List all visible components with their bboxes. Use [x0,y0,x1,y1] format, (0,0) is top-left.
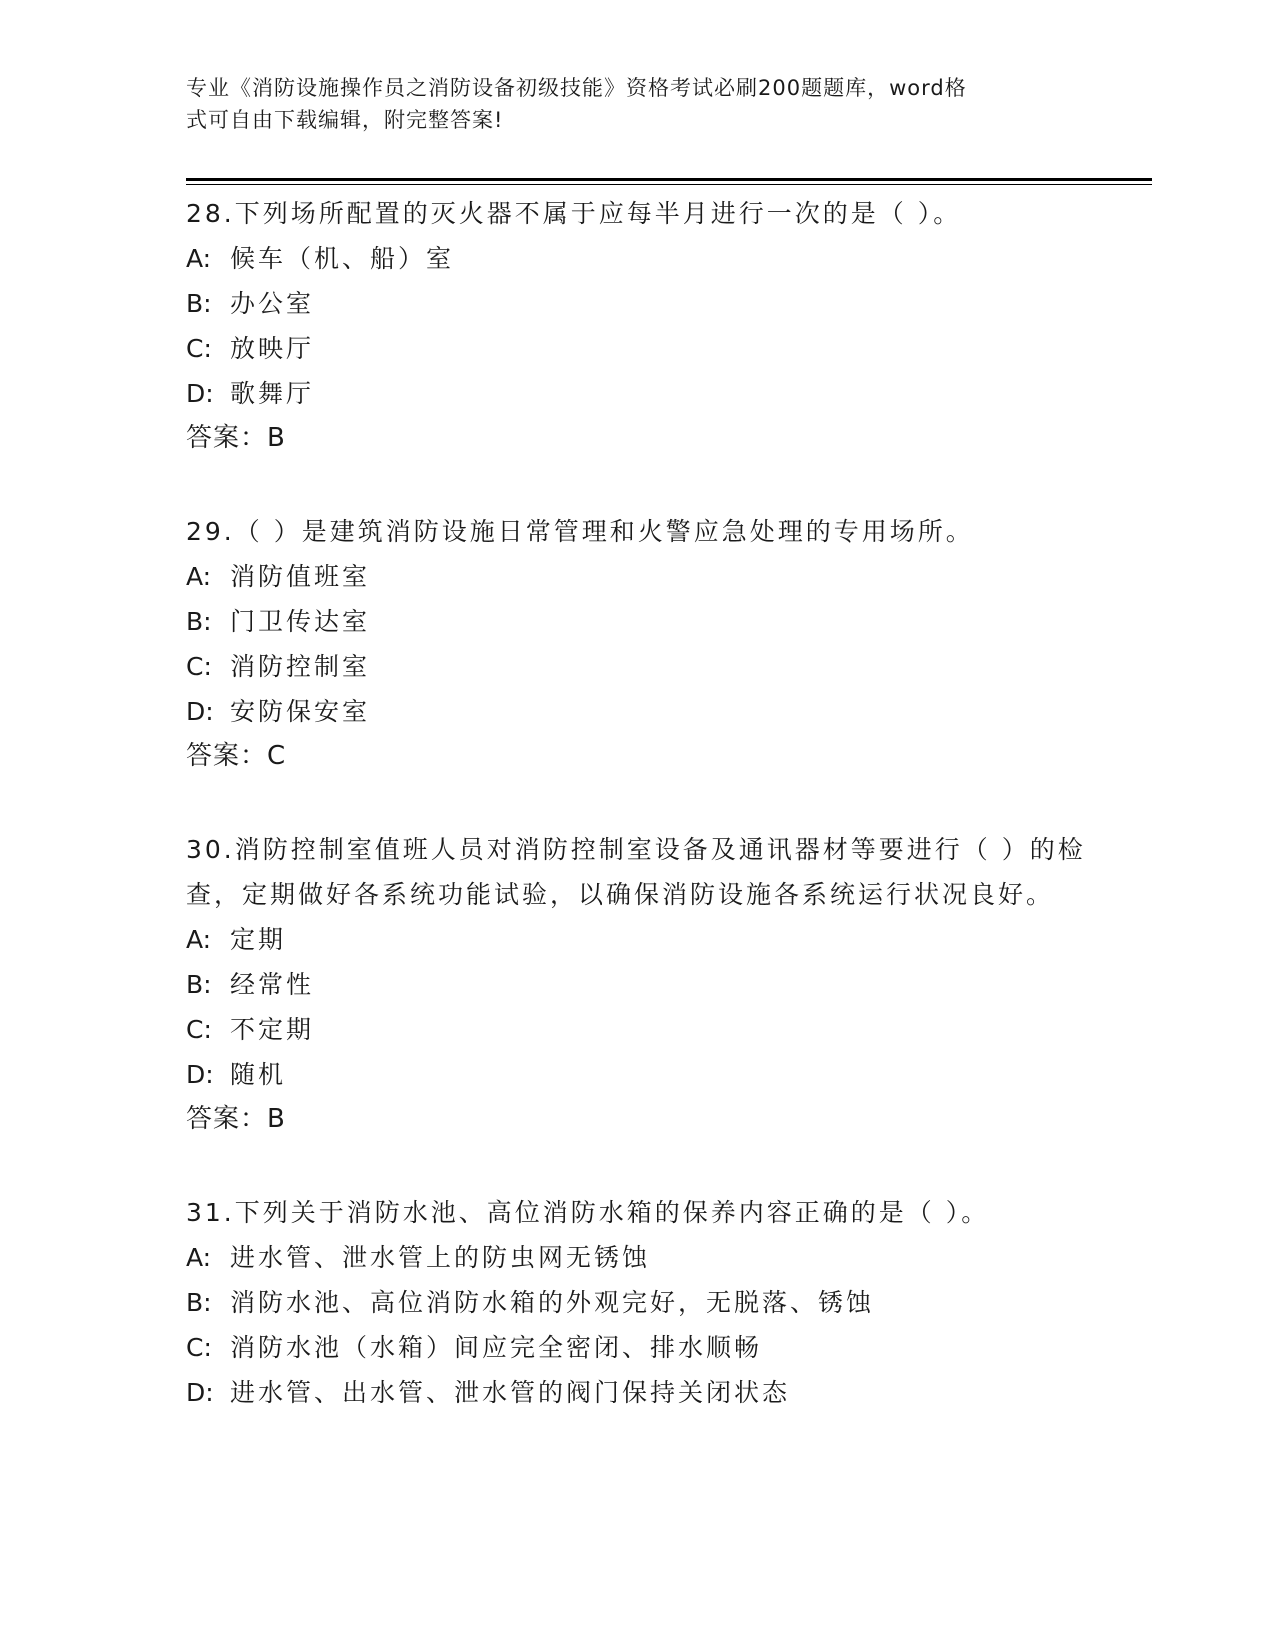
option-d [186,1052,1086,1097]
question-stem: 28.下列场所配置的灭火器不属于应每半月进行一次的是（ ）。 [186,199,962,228]
option-key: A: [186,925,212,954]
question-28 [186,191,1086,461]
option-c [186,326,1086,371]
option-text: 门卫传达室 [230,607,371,636]
option-key: D: [186,379,214,408]
question-30 [186,827,1086,1142]
option-key: D: [186,697,214,726]
option-text: 定期 [230,925,287,954]
option-key: B: [186,607,212,636]
option-text: 进水管、泄水管上的防虫网无锈蚀 [230,1243,651,1272]
question-stem: 29.（ ）是建筑消防设施日常管理和火警应急处理的专用场所。 [186,517,974,546]
option-a [186,554,1086,599]
option-key: B: [186,1288,212,1317]
option-key: D: [186,1378,214,1407]
option-text: 歌舞厅 [230,379,315,408]
option-c [186,1325,1086,1370]
answer-line: 答案：B [186,1104,286,1134]
option-text: 放映厅 [230,334,315,363]
option-text: 进水管、出水管、泄水管的阀门保持关闭状态 [230,1378,791,1407]
option-b [186,281,1086,326]
option-text: 安防保安室 [230,697,371,726]
option-key: A: [186,562,212,591]
option-a [186,917,1086,962]
option-d [186,689,1086,734]
question-stem: 31.下列关于消防水池、高位消防水箱的保养内容正确的是（ ）。 [186,1198,990,1227]
question-29 [186,509,1086,779]
header-line-2: 式可自由下载编辑，附完整答案! [186,108,504,132]
question-list [186,191,1086,1463]
option-c [186,1007,1086,1052]
option-a [186,236,1086,281]
header-line-1: 专业《消防设施操作员之消防设备初级技能》资格考试必刷200题题库，word格 [186,76,967,100]
option-key: C: [186,652,212,681]
option-d [186,371,1086,416]
answer-line: 答案：C [186,741,287,771]
option-text: 经常性 [230,970,315,999]
option-text: 消防值班室 [230,562,371,591]
answer-line: 答案：B [186,423,286,453]
option-text: 不定期 [230,1015,315,1044]
option-key: B: [186,289,212,318]
question-stem: 30.消防控制室值班人员对消防控制室设备及通讯器材等要进行（ ）的检查，定期做好各系统功能试验，以确保消防设施各系统运行状况良好。 [186,835,1086,909]
option-key: C: [186,334,212,363]
option-key: C: [186,1015,212,1044]
option-text: 消防控制室 [230,652,371,681]
question-31 [186,1190,1086,1415]
option-key: D: [186,1060,214,1089]
option-key: C: [186,1333,212,1362]
header-divider-thin [186,184,1152,185]
option-a [186,1235,1086,1280]
option-b [186,962,1086,1007]
option-key: B: [186,970,212,999]
option-d [186,1370,1086,1415]
option-text: 消防水池（水箱）间应完全密闭、排水顺畅 [230,1333,763,1362]
option-text: 办公室 [230,289,315,318]
option-key: A: [186,1243,212,1272]
option-text: 消防水池、高位消防水箱的外观完好，无脱落、锈蚀 [230,1288,875,1317]
option-b [186,1280,1086,1325]
option-b [186,599,1086,644]
document-header [186,72,1066,136]
header-divider-thick [186,178,1152,181]
option-c [186,644,1086,689]
option-key: A: [186,244,212,273]
option-text: 随机 [230,1060,287,1089]
option-text: 候车（机、船）室 [230,244,455,273]
